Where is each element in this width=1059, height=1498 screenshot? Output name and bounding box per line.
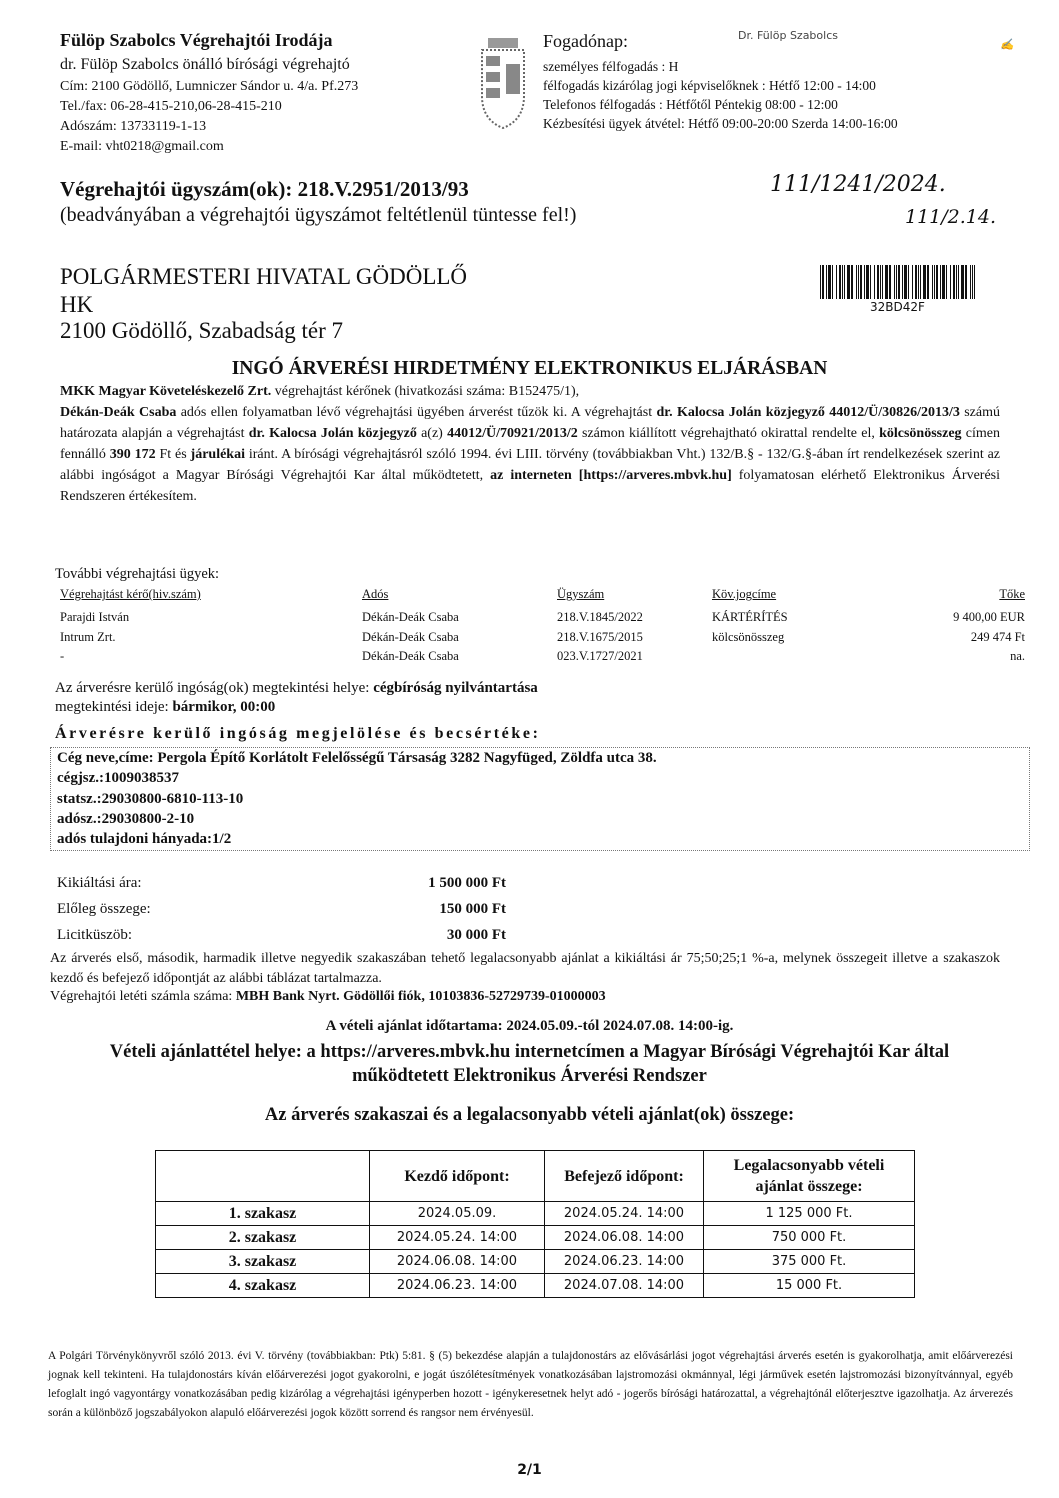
column-header: Tőke xyxy=(999,587,1025,601)
text: címen fennálló xyxy=(60,426,1000,462)
table-cell: 750 000 Ft. xyxy=(704,1226,915,1250)
recipient-address: 2100 Gödöllő, Szabadság tér 7 xyxy=(60,318,343,343)
text: a(z) xyxy=(416,426,448,441)
office-hours-line: félfogadás kizárólag jogi képviselőknek : Hétfő 12:00 - 14:00 xyxy=(543,78,876,93)
table-row xyxy=(156,1250,915,1274)
value: bármikor, 00:00 xyxy=(172,699,276,715)
table-cell: 3. szakasz xyxy=(156,1250,370,1274)
creditor-text: végrehajtást kérőnek (hivatkozási száma: B152475/1), xyxy=(271,384,580,399)
column-header xyxy=(156,1151,370,1202)
office-tax-number: Adószám: 13733119-1-13 xyxy=(60,119,207,134)
office-hours-line: Kézbesítési ügyek átvétel: Hétfő 09:00-20:00 Szerda 14:00-16:00 xyxy=(543,116,898,131)
table-row xyxy=(156,1226,915,1250)
column-header: Adós xyxy=(362,587,389,601)
table-cell: na. xyxy=(1010,649,1025,663)
table-cell: 4. szakasz xyxy=(156,1274,370,1298)
creditor-name: MKK Magyar Követeléskezelő Zrt. xyxy=(60,384,272,399)
office-address: Cím: 2100 Gödöllő, Lumniczer Sándor u. 4/a. Pf.273 xyxy=(60,79,359,94)
table-row xyxy=(156,1202,915,1226)
table-cell: 2024.06.08. 14:00 xyxy=(545,1226,704,1250)
table-cell: 2024.05.24. 14:00 xyxy=(370,1226,545,1250)
office-hours-title: Fogadónap: xyxy=(543,31,628,51)
recipient-line2: HK xyxy=(60,292,94,317)
text: számú határozata alapján a végrehajtást xyxy=(60,405,1000,441)
office-hours-line: Telefonos félfogadás : Hétfőtől Péntekig 08:00 - 12:00 xyxy=(543,97,838,112)
column-header: Végrehajtást kérő(hiv.szám) xyxy=(60,587,201,601)
stamp-name: Dr. Fülöp Szabolcs xyxy=(738,29,838,42)
table-cell: 2024.05.09. xyxy=(370,1202,545,1226)
deposit-account xyxy=(50,989,606,1005)
item-line: Cég neve,címe: Pergola Építő Korlátolt Felelősségű Társaság 3282 Nagyfüged, Zöldfa utca 38. xyxy=(57,750,657,766)
table-cell: 2024.07.08. 14:00 xyxy=(545,1274,704,1298)
text: adós ellen folyamatban lévő végrehajtási ügyében árverést tűzök ki. A végrehajtást xyxy=(176,405,657,420)
officer-name: dr. Fülöp Szabolcs önálló bírósági végrehajtó xyxy=(60,56,350,73)
table-cell: Parajdi István xyxy=(60,610,130,624)
table-cell: 218.V.1675/2015 xyxy=(557,629,643,644)
table-cell: Dékán-Deák Csaba xyxy=(362,649,459,663)
case-number-note: (beadványában a végrehajtói ügyszámot feltétlenül tüntesse fel!) xyxy=(60,204,577,226)
label: megtekintési ideje: xyxy=(55,699,173,715)
value: MBH Bank Nyrt. Gödöllői fiók, 10103836-52729739-01000003 xyxy=(235,989,606,1004)
item-heading: Árverésre kerülő ingóság megjelölése és becsértéke: xyxy=(55,725,541,742)
bid-increment: 30 000 Ft xyxy=(446,927,506,943)
table-cell: 023.V.1727/2021 xyxy=(557,649,643,663)
table-cell: 218.V.1845/2022 xyxy=(557,610,643,624)
handwritten-registry-number: 111/1241/2024. xyxy=(770,172,946,197)
item-line: adós tulajdoni hányada:1/2 xyxy=(57,831,232,847)
deposit-amount: 150 000 Ft xyxy=(439,901,506,917)
column-header: Köv.jogcíme xyxy=(712,587,777,601)
viewing-time xyxy=(55,699,275,716)
offer-place: működtetett Elektronikus Árverési Rendszer xyxy=(352,1066,707,1086)
text: járulékai xyxy=(190,447,245,462)
notary-ref: 44012/Ü/70921/2013/2 xyxy=(447,426,578,441)
stages-table xyxy=(155,1150,915,1298)
table-cell: 375 000 Ft. xyxy=(704,1250,915,1274)
intro-paragraph xyxy=(60,402,1000,507)
barcode xyxy=(820,265,975,299)
handwritten-note: 111/2.14. xyxy=(905,206,997,228)
auction-website: az interneten [https://arveres.mbvk.hu] xyxy=(490,468,732,483)
table-cell: KÁRTÉRÍTÉS xyxy=(712,610,788,624)
recipient-name: POLGÁRMESTERI HIVATAL GÖDÖLLŐ xyxy=(60,264,468,289)
table-cell: 2024.06.08. 14:00 xyxy=(370,1250,545,1274)
viewing-place xyxy=(55,680,538,697)
column-header: Legalacsonyabb vételi ajánlat összege: xyxy=(704,1151,915,1202)
price-label: Kikiáltási ára: xyxy=(57,875,142,891)
offer-period: A vételi ajánlat időtartama: 2024.05.09.-tól 2024.07.08. 14:00-ig. xyxy=(325,1018,734,1034)
office-email: E-mail: vht0218@gmail.com xyxy=(60,139,224,154)
offer-place: Vételi ajánlattétel helye: a https://arveres.mbvk.hu internetcímen a Magyar Bírósági Végrehajtói Kar által xyxy=(109,1042,950,1062)
label: Végrehajtói letéti számla száma: xyxy=(50,989,236,1004)
notary-ref: dr. Kalocsa Jolán közjegyző 44012/Ü/30826/2013/3 xyxy=(656,405,960,420)
label: Az árverésre kerülő ingóság(ok) megtekintési helye: xyxy=(55,680,374,696)
column-header: Befejező időpont: xyxy=(545,1151,704,1202)
price-label: Előleg összege: xyxy=(57,901,151,917)
price-label: Licitküszöb: xyxy=(57,927,132,943)
barcode-text: 32BD42F xyxy=(870,300,925,314)
document-title: INGÓ ÁRVERÉSI HIRDETMÉNY ELEKTRONIKUS ELJÁRÁSBAN xyxy=(231,358,828,379)
table-cell: 2024.05.24. 14:00 xyxy=(545,1202,704,1226)
case-number: Végrehajtói ügyszám(ok): 218.V.2951/2013/93 xyxy=(60,177,469,201)
table-cell: Intrum Zrt. xyxy=(60,629,116,644)
table-cell: 15 000 Ft. xyxy=(704,1274,915,1298)
coat-of-arms-icon xyxy=(476,36,530,130)
text: Ft és xyxy=(155,447,191,462)
debtor-name: Dékán-Deák Csaba xyxy=(60,405,177,420)
table-cell: 1 125 000 Ft. xyxy=(704,1202,915,1226)
item-line: statsz.:29030800-6810-113-10 xyxy=(57,791,244,807)
other-cases-label: További végrehajtási ügyek: xyxy=(55,566,220,582)
notary-name: dr. Kalocsa Jolán közjegyző xyxy=(248,426,417,441)
page-number: 2/1 xyxy=(517,1462,542,1478)
claim-type: kölcsönösszeg xyxy=(879,426,962,441)
value: cégbíróság nyilvántartása xyxy=(373,680,538,696)
table-cell: 2024.06.23. 14:00 xyxy=(545,1250,704,1274)
table-cell: Dékán-Deák Csaba xyxy=(362,610,459,624)
claim-amount: 390 172 xyxy=(109,447,156,462)
table-cell: - xyxy=(60,649,65,663)
office-hours-line: személyes félfogadás : H xyxy=(543,59,679,74)
text: folyamatosan elérhető Elektronikus Árverési Rendszeren értékesítem. xyxy=(60,468,1000,504)
office-name: Fülöp Szabolcs Végrehajtói Irodája xyxy=(60,30,333,50)
stages-note: Az árverés első, második, harmadik illetve negyedik szakaszában tehető legalacsonyabb ajánlat a kikiáltási ár 75;50;25;1 %-a, melynek összegeit illetve a szakaszok kezdő és befejező időpontját az alábbi táblázat tartalmazza. xyxy=(50,951,1000,986)
barcode-icon xyxy=(820,265,975,299)
table-cell: Dékán-Deák Csaba xyxy=(362,629,459,644)
table-cell: 249 474 Ft xyxy=(970,629,1025,644)
table-cell: 2. szakasz xyxy=(156,1226,370,1250)
text: iránt. A bírósági végrehajtásról szóló 1994. évi LIII. törvény (továbbiakban Vht.) 132/B.§ - 132/G.§-ában írt rendelkezések szerint az alábbi ingóságot a Magyar Bírósági Végrehajtói Kar által működtetett, xyxy=(60,447,1000,483)
stages-title: Az árverés szakaszai és a legalacsonyabb vételi ajánlat(ok) összege: xyxy=(264,1105,795,1125)
footer-note: A Polgári Törvénykönyvről szóló 2013. évi V. törvény (továbbiakban: Ptk) 5:81. § (5) bekezdése alapján a tulajdonostárs az elővásárlási jogot végrehajtási árverés esetén is gyakorolhatja, amit előárverezési jognak kell tekinteni. Ha tulajdonostárs kíván előárverezési jogot gyakorolni, e jogát úszólétesítmények vonatkozásában lajstromozási okmánnyal, légi járművek esetén lajstromozási bizonyítvánnyal, egyéb lefoglalt ingó vagyontárgy vonatkozásában pedig kizárólag a végrehajtási igényperben hozott - igénykeresetnek helyt adó - jogerős bírósági határozattal, a végrehajtónál előterjesztve igazolhatja. Az árverezés során a különböző jogszabályokon alapuló előárverezési jogok között sorrend és rangsor nem érvényesül. xyxy=(48,1350,1013,1419)
office-phone: Tel./fax: 06-28-415-210,06-28-415-210 xyxy=(60,99,282,114)
column-header: Ügyszám xyxy=(557,587,605,601)
table-cell: kölcsönösszeg xyxy=(712,629,785,644)
table-cell: 1. szakasz xyxy=(156,1202,370,1226)
column-header: Kezdő időpont: xyxy=(370,1151,545,1202)
table-cell: 2024.06.23. 14:00 xyxy=(370,1274,545,1298)
starting-price: 1 500 000 Ft xyxy=(428,875,506,891)
table-cell: 9 400,00 EUR xyxy=(953,610,1025,624)
text: számon kiállított végrehajtható okirattal rendelte el, xyxy=(577,426,880,441)
intro-creditor xyxy=(60,381,1000,402)
table-row xyxy=(156,1274,915,1298)
item-line: cégjsz.:1009038537 xyxy=(57,770,180,786)
item-line: adósz.:29030800-2-10 xyxy=(57,811,195,827)
signature: ✍ xyxy=(1000,39,1014,51)
